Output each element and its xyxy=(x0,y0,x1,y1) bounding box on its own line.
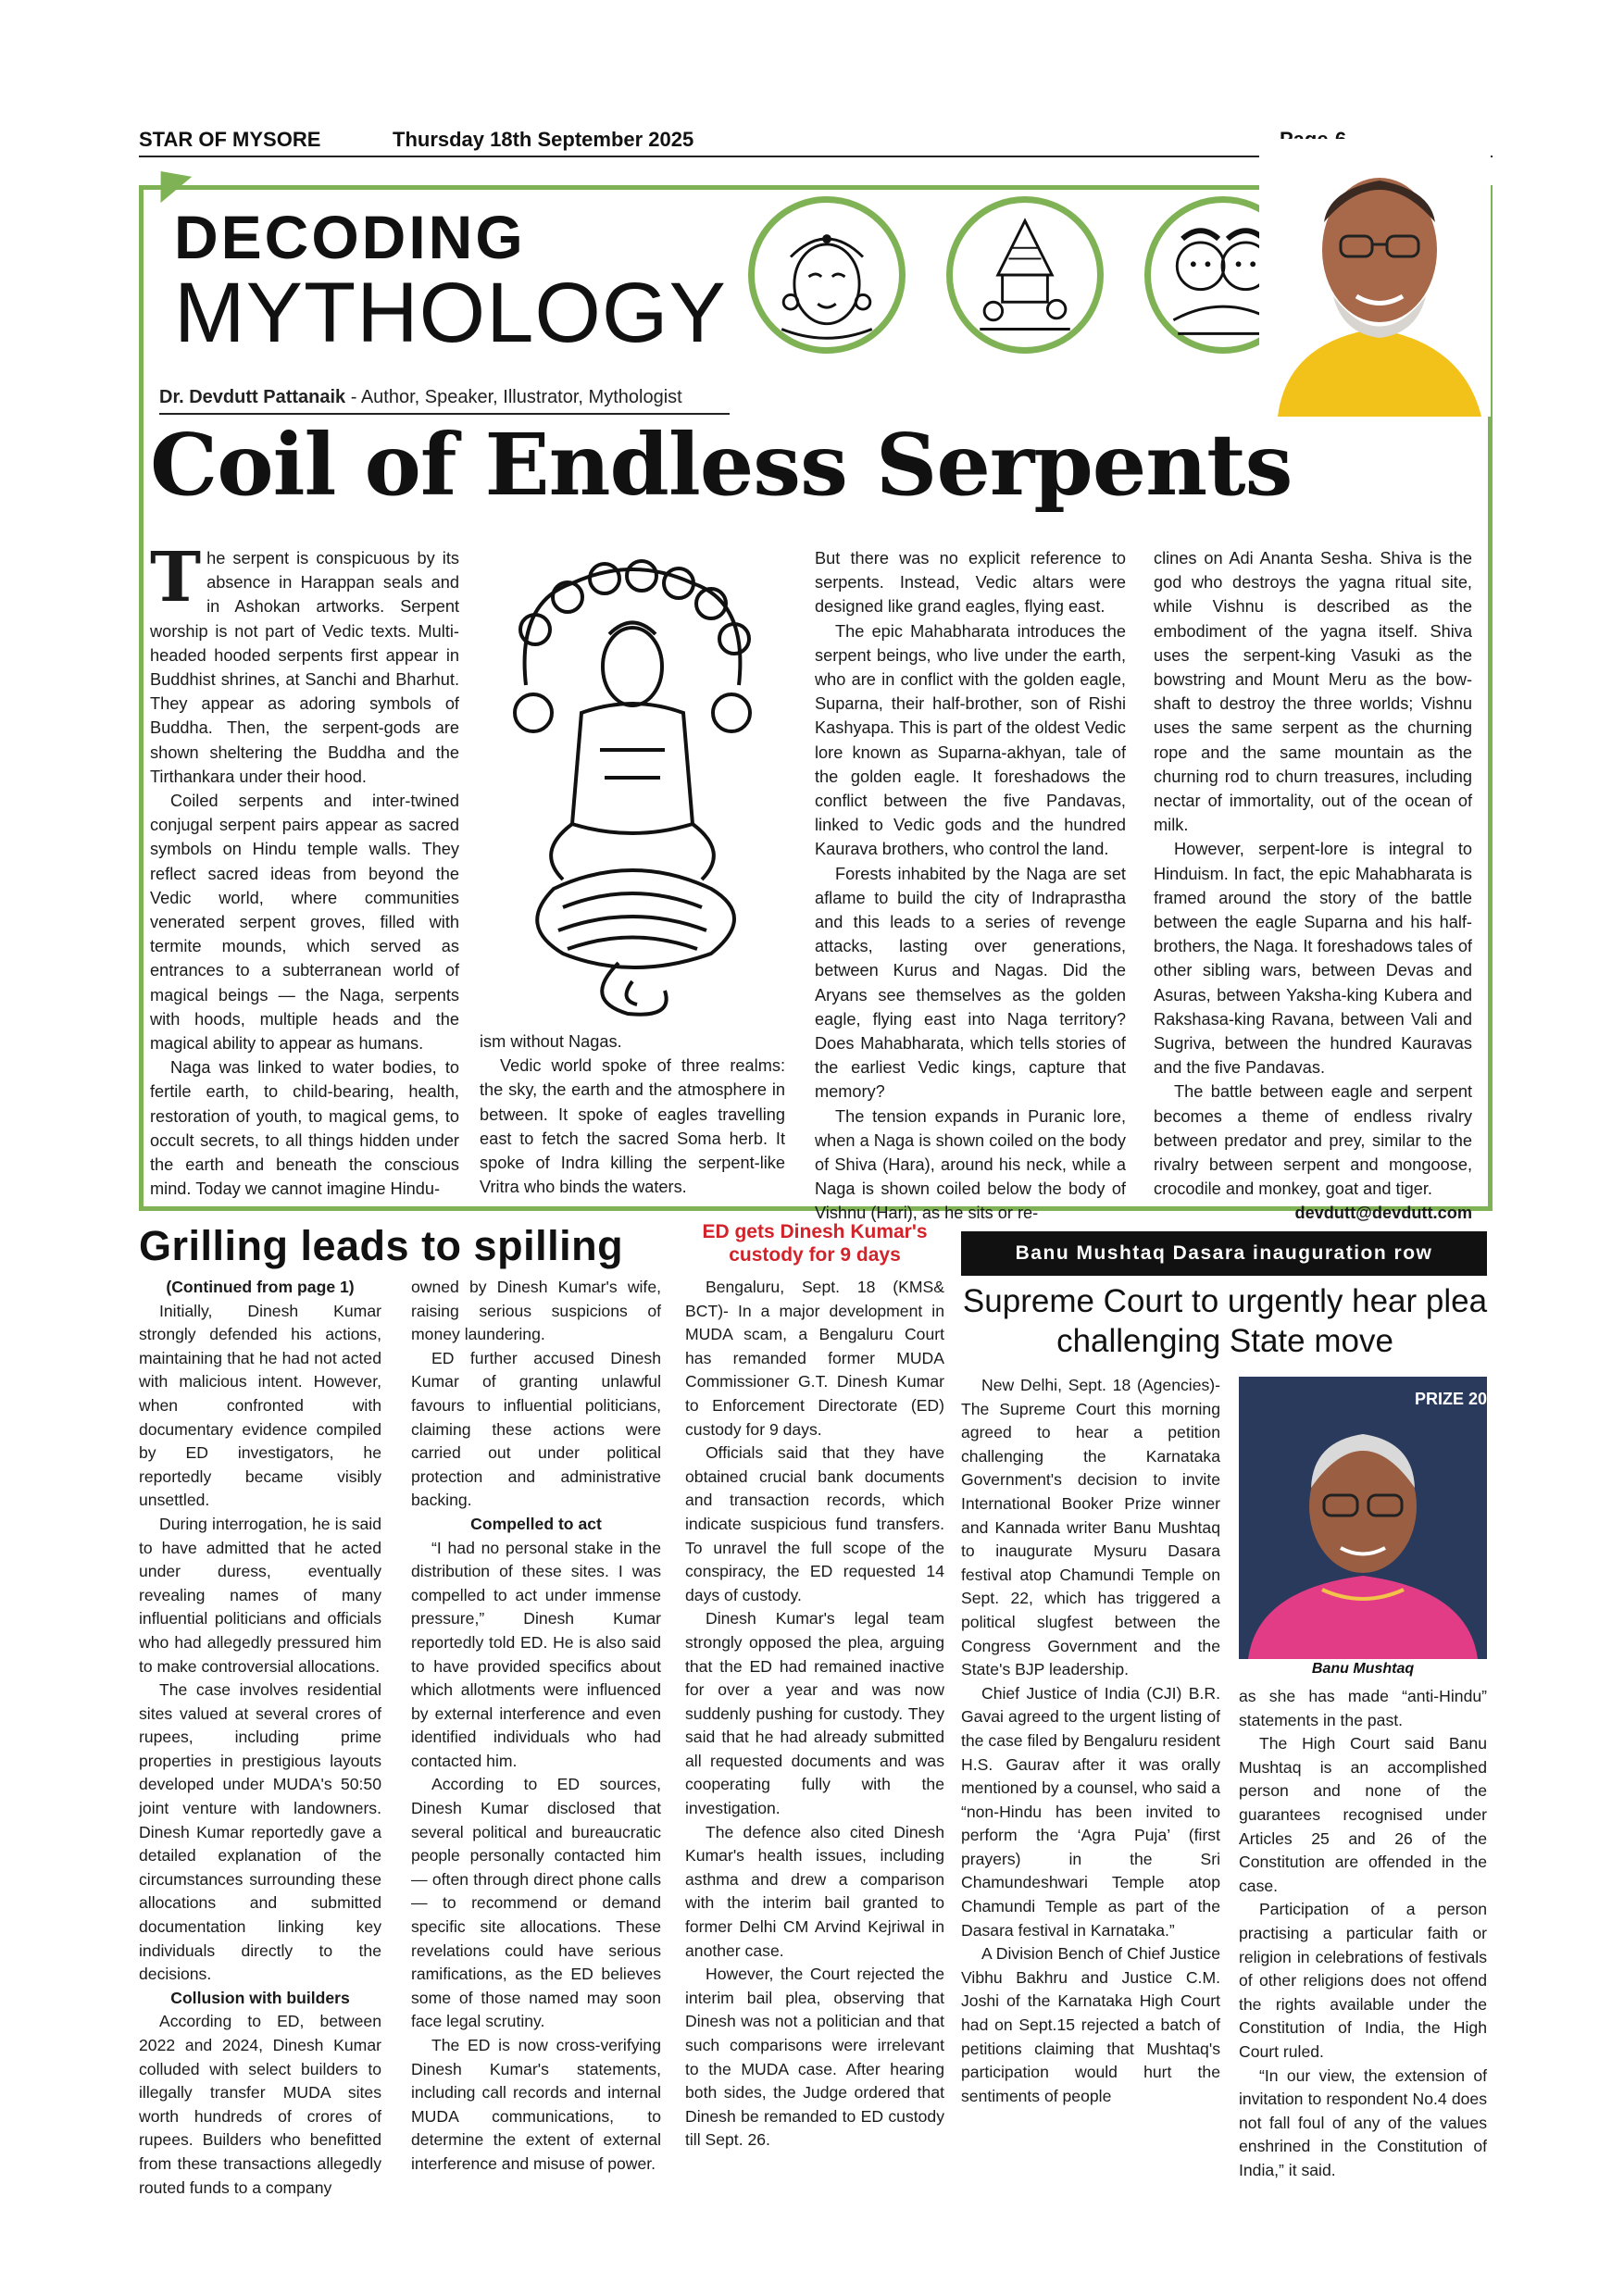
story1-column-2 xyxy=(411,1276,661,2177)
story3-column-2 xyxy=(1239,1685,1487,2182)
author-email[interactable]: devdutt@devdutt.com xyxy=(1294,1204,1472,1223)
feature-paragraph: Forests inhabited by the Naga are set aflame to build the city of Indraprastha and this leads to a series of revenge attacks, lasting over generations, between Kurus and Nagas. Did the Aryans see themselves as the golden eagle, flying east into Naga territory? Does Mahabharata, which tells stories of the earliest Vedic kings, capture that memory? xyxy=(815,864,1126,1102)
feature-paragraph: The tension expands in Puranic lore, when a Naga is shown coiled on the body of Shiva (Hara), around his neck, while a Naga is shown coiled below the body of Vishnu (Hari), as he sits or re- xyxy=(815,1106,1126,1223)
feature-paragraph: Coiled serpents and inter-twined conjugal serpent pairs appear as sacred symbols on Hindu temple walls. They reflect sacred ideas from beyond the Vedic world, where communities venerated serpent groves, filled with termite mounds, which served as entrances to a subterranean world of magical beings — the Naga, serpents with hoods, multiple heads and the magical ability to appear as humans. xyxy=(150,792,459,1054)
serpent-deity-icon xyxy=(480,546,785,1028)
feature-paragraph: But there was no explicit reference to serpents. Instead, Vedic altars were designed like grand eagles, flying east. xyxy=(815,549,1126,617)
story2-paragraph: Bengaluru, Sept. 18 (KMS& BCT)- In a major development in MUDA scam, a Bengaluru Court has remanded former MUDA Commissioner G.T. Dinesh Kumar to Enforcement Directorate (ED) custody for 9 days. xyxy=(685,1278,944,1439)
feature-headline: Coil of Endless Serpents xyxy=(150,415,1293,515)
feature-paragraph: ism without Nagas. xyxy=(480,1032,622,1051)
feature-column-4 xyxy=(1154,546,1472,1226)
photo-caption: Banu Mushtaq xyxy=(1311,1661,1415,1677)
story2-column xyxy=(685,1276,944,2152)
story1-subhead: Compelled to act xyxy=(470,1514,602,1533)
deity-face-icon xyxy=(755,203,899,347)
temple-scene-medallion xyxy=(946,196,1104,354)
story2-paragraph: However, the Court rejected the interim bail plea, observing that Dinesh was not a politician and that such comparisons were irrelevant to the MUDA case. After hearing both sides, the Judge ordered that Dinesh be remanded to ED custody till Sept. 26. xyxy=(685,1965,944,2150)
naga-deity-illustration xyxy=(480,546,785,1028)
story2-paragraph: Officials said that they have obtained crucial bank documents and transaction records, which indicate suspicious fund transfers. To unravel the full scope of the conspiracy, the ED requested 14 days of custody. xyxy=(685,1443,944,1604)
feature-paragraph: Vedic world spoke of three realms: the sky, the earth and the atmosphere in between. It spoke of eagles travelling east to fetch the sacred Soma herb. It spoke of Indra killing the serpent-like Vritra who binds the waters. xyxy=(480,1056,785,1197)
story1-paragraph: According to ED sources, Dinesh Kumar disclosed that several political and bureaucratic people personally contacted him — often through direct phone calls — to recommend or demand specific site allocations. These revelations could have serious ramifications, as the ED believes some of those named may soon face legal scrutiny. xyxy=(411,1775,661,2031)
story1-column-1 xyxy=(139,1276,381,2200)
author-roles: - Author, Speaker, Illustrator, Mythologist xyxy=(345,387,682,407)
section-title-line2: MYTHOLOGY xyxy=(174,266,727,360)
feature-paragraph: clines on Adi Ananta Sesha. Shiva is the god who destroys the yagna ritual site, while Vishnu is described as the embodiment of the yagna itself. Shiva uses the serpent-king Vasuki as the bowstring and Mount Meru as the bow-shaft to destroy the three worlds; Vishnu uses the same serpent as the churning rope and the same mountain as the churning rod to churn treasures, including nectar of immortality, out of the ocean of milk. xyxy=(1154,549,1472,835)
story1-headline: Grilling leads to spilling xyxy=(139,1222,624,1269)
deity-face-medallion xyxy=(748,196,906,354)
story2-paragraph: Dinesh Kumar's legal team strongly opposed the plea, arguing that the ED had remained inactive for over a year and was now suddenly pushing for custody. They said that he had already submitted all requested documents and was cooperating fully with the investigation. xyxy=(685,1609,944,1818)
story1-paragraph: “I had no personal stake in the distribution of these sites. I was compelled to act under immense pressure,” Dinesh Kumar reportedly told ED. He is also said to have provided specifics about which allotments were influenced by external interference and even identified individuals who had contacted him. xyxy=(411,1538,661,1770)
feature-paragraph: The battle between eagle and serpent becomes a theme of endless rivalry between predator and prey, similar to the rivalry between serpent and mongoose, crocodile and monkey, goat and tiger. xyxy=(1154,1082,1472,1199)
story1-paragraph: The ED is now cross-verifying Dinesh Kumar's statements, including call records and internal MUDA communications, to determine the extent of external interference and misuse of power. xyxy=(411,2036,661,2173)
story1-subhead: Collusion with builders xyxy=(170,1988,350,2007)
story3-paragraph: The High Court said Banu Mushtaq is an accomplished person and none of the guarantees recognised under Articles 25 and 26 of the Constitution are offended in the case. xyxy=(1239,1734,1487,1895)
feature-column-2 xyxy=(480,1029,785,1199)
story1-paragraph: Initially, Dinesh Kumar strongly defended his actions, maintaining that he had not acted with malicious intent. However, when confronted with documentary evidence compiled by ED investigators, he reportedly became visibly unsettled. xyxy=(139,1301,381,1510)
author-portrait xyxy=(1259,139,1491,417)
story1-paragraph: According to ED, between 2022 and 2024, Dinesh Kumar colluded with select builders to illegally transfer MUDA sites worth hundreds of crores of rupees. Builders who benefitted from these transactions allegedly routed funds to a company xyxy=(139,2012,381,2197)
story2-paragraph: The defence also cited Dinesh Kumar's health issues, including asthma and drew a comparison with the interim bail granted to former Delhi CM Arvind Kejriwal in another case. xyxy=(685,1822,944,1960)
author-photo-icon xyxy=(1259,139,1491,417)
paper-name: STAR OF MYSORE xyxy=(139,128,321,151)
feature-column-3 xyxy=(815,546,1126,1226)
story1-paragraph: owned by Dinesh Kumar's wife, raising serious suspicions of money laundering. xyxy=(411,1278,661,1344)
section-title-line1: DECODING xyxy=(174,203,526,271)
feature-paragraph: However, serpent-lore is integral to Hinduism. In fact, the epic Mahabharata is framed around the story of the battle between the eagle Suparna and his half-brothers, the Naga. It foreshadows tales of other sibling wars, between Devas and Asuras, between Yaksha-king Kubera and Rakshasa-king Ravana, between Vali and Sugriva, between the hundred Kauravas and the five Pandavas. xyxy=(1154,840,1472,1078)
feature-paragraph: The epic Mahabharata introduces the serpent beings, who live under the earth, who are in conflict with the golden eagle, Suparna, their half-brother, son of Rishi Kashyapa. This is part of the oldest Vedic lore known as Suparna-akhyan, tale of the golden eagle. It foreshadows the conflict between the five Pandavas, linked to Vedic gods and the hundred Kaurava brothers, who control the land. xyxy=(815,621,1126,859)
story3-headline: Supreme Court to urgently hear plea challenging State move xyxy=(962,1283,1488,1359)
story2-headline: ED gets Dinesh Kumar's custody for 9 days xyxy=(702,1221,928,1266)
story3-paragraph: A Division Bench of Chief Justice Vibhu Bakhru and Justice C.M. Joshi of the Karnataka High Court had on Sept.15 rejected a batch of petitions claiming that Mushtaq's participation would hurt the sentiments of people xyxy=(961,1944,1220,2105)
story3-paragraph: Chief Justice of India (CJI) B.R. Gavai agreed to the urgent listing of the case filed by Bengaluru resident H.S. Gaurav after it was orally mentioned by a counsel, who said a “non-Hindu has been invited to perform the ‘Agra Puja’ (first prayers) in the Sri Chamundeshwari Temple atop Chamundi Temple as part of the Dasara festival in Karnataka.” xyxy=(961,1683,1220,1940)
story3-paragraph: New Delhi, Sept. 18 (Agencies)- The Supreme Court this morning agreed to hear a petition challenging the Karnataka Government's decision to invite International Booker Prize winner and Kannada writer Banu Mushtaq to inaugurate Mysuru Dasara festival atop Chamundi Temple on Sept. 22, which has triggered a political slugfest between the Congress Government and the State's BJP leadership. xyxy=(961,1376,1220,1679)
story3-paragraph: Participation of a person practising a particular faith or religion in celebrations of festivals of other religions does not offend the rights available under the Constitution of India, the High Court ruled. xyxy=(1239,1900,1487,2061)
story1-paragraph: During interrogation, he is said to have admitted that he acted under duress, eventually revealing names of many influential politicians and officials who had allegedly pressured him to make controversial allocations. xyxy=(139,1514,381,1676)
feature-paragraph: Naga was linked to water bodies, to fertile earth, to child-bearing, health, restoration of youth, to magical gems, to occult secrets, to all things hidden under the earth and beneath the conscious mind. Today we cannot imagine Hindu- xyxy=(150,1058,459,1199)
feature-column-1 xyxy=(150,538,459,1201)
story1-paragraph: ED further accused Dinesh Kumar of granting unlawful favours to influential politicians, claiming these actions were carried out under political protection and administrative backing. xyxy=(411,1348,661,1510)
byline xyxy=(159,387,682,408)
photo-badge: PRIZE 2025 xyxy=(1415,1390,1506,1408)
story3-column-1 xyxy=(961,1374,1220,2108)
temple-icon xyxy=(953,203,1097,347)
drop-cap: T xyxy=(150,538,202,618)
continued-note: (Continued from page 1) xyxy=(166,1278,355,1296)
story3-banner: Banu Mushtaq Dasara inauguration row xyxy=(961,1231,1487,1276)
portrait-photo-icon xyxy=(1239,1377,1506,1659)
feature-paragraph: he serpent is conspicuous by its absence in Harappan seals and in Ashokan artworks. Serpent worship is not part of Vedic texts. Multi-headed hooded serpents first appear in Buddhist shrines, at Sanchi and Bharhut. They appear as adoring symbols of Buddha. Then, the serpent-gods are shown sheltering the Buddha and the Tirthankara under their hood. xyxy=(150,549,459,786)
story3-paragraph: as she has made “anti-Hindu” statements in the past. xyxy=(1239,1687,1487,1729)
story1-paragraph: The case involves residential sites valued at several crores of rupees, including prime properties in prestigious layouts developed under MUDA's 50:50 joint venture with landowners. Dinesh Kumar reportedly gave a detailed explanation of the circumstances surrounding these allocations and submitted documentation linking key individuals directly to the decisions. xyxy=(139,1680,381,1984)
banu-mushtaq-photo xyxy=(1239,1377,1506,1659)
issue-date: Thursday 18th September 2025 xyxy=(393,128,694,151)
story3-paragraph: “In our view, the extension of invitation to respondent No.4 does not fall foul of any of the values enshrined in the Constitution of India,” it said. xyxy=(1239,2065,1487,2179)
author-name: Dr. Devdutt Pattanaik xyxy=(159,387,346,407)
